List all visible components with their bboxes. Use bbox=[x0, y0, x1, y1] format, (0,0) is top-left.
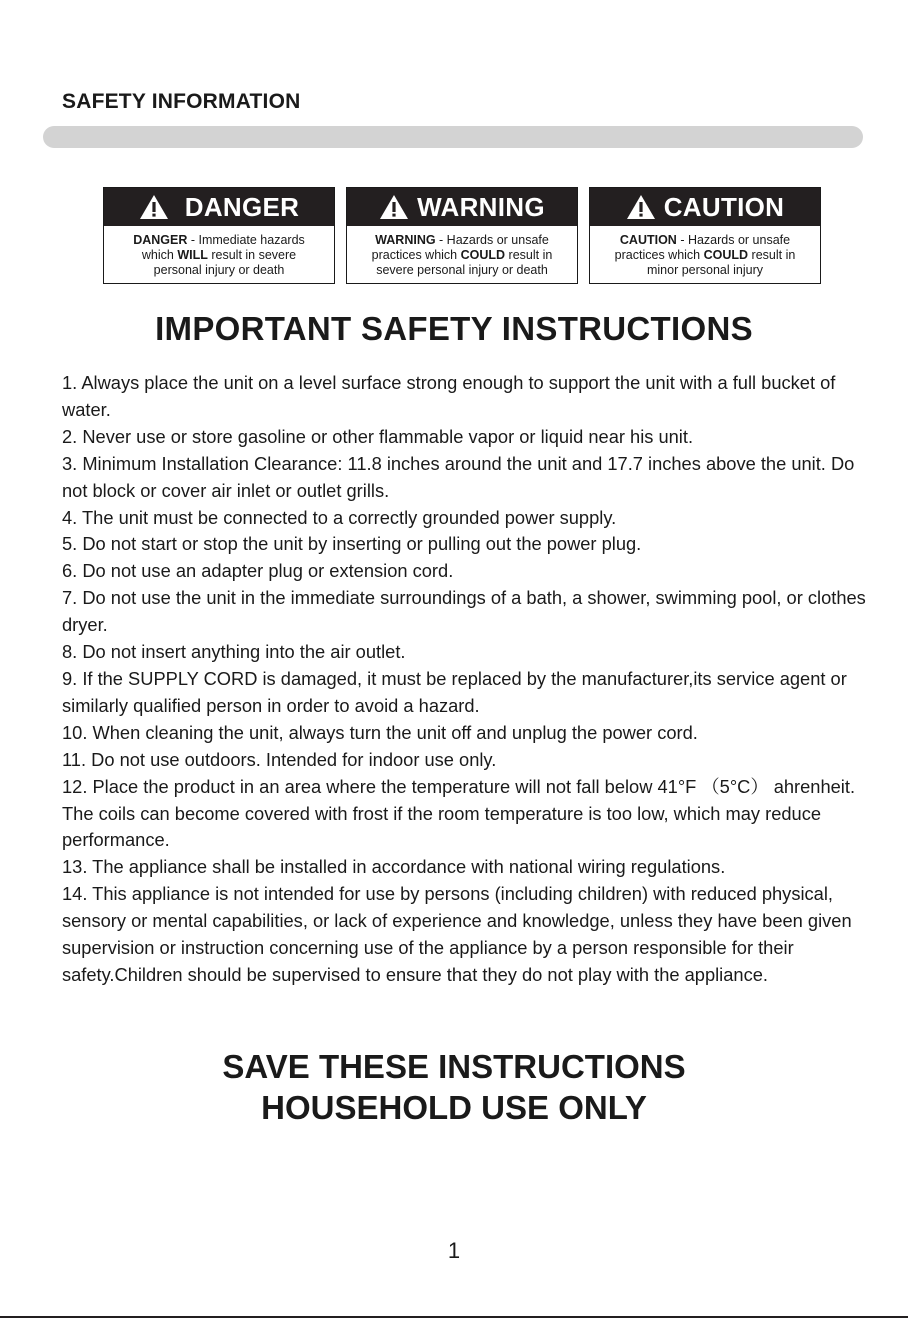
danger-keyword: WILL bbox=[177, 248, 208, 262]
instruction-item: 11. Do not use outdoors. Intended for indoor use only. bbox=[62, 748, 497, 770]
page-number: 1 bbox=[447, 1238, 461, 1263]
warning-box bbox=[346, 187, 578, 284]
instruction-item: 14. This appliance is not intended for use by persons (including children) with reduced physical, sensory or mental capabilities, or lack of experience and knowledge, unless they have been given supervision or instruction concerning use of the appliance by a person responsible for their safety.Children should be supervised to ensure that they do not play with the appliance. bbox=[62, 883, 852, 985]
warning-header bbox=[347, 188, 577, 226]
instruction-item: 3. Minimum Installation Clearance: 11.8 inches around the unit and 17.7 inches above the unit. Do not block or cover air inlet or outlet grills. bbox=[62, 452, 855, 501]
instructions-list bbox=[62, 370, 872, 989]
warning-text-4: severe personal injury or death bbox=[376, 263, 548, 277]
caution-lead: CAUTION bbox=[619, 233, 677, 247]
instruction-item: 10. When cleaning the unit, always turn the unit off and unplug the power cord. bbox=[62, 721, 698, 743]
section-title-bar bbox=[43, 126, 863, 148]
household-use-heading: HOUSEHOLD USE ONLY bbox=[261, 1089, 647, 1126]
danger-header-label: DANGER bbox=[184, 191, 300, 222]
danger-text-4: personal injury or death bbox=[153, 263, 285, 277]
warning-text-1: - Hazards or unsafe bbox=[435, 233, 549, 247]
bottom-rule bbox=[0, 1316, 908, 1318]
warning-text-3: result in bbox=[505, 248, 553, 262]
danger-text-3: result in severe bbox=[207, 248, 297, 262]
instruction-item: 4. The unit must be connected to a correctly grounded power supply. bbox=[62, 506, 617, 528]
warning-lead: WARNING bbox=[375, 233, 436, 247]
caution-text-4: minor personal injury bbox=[646, 263, 764, 277]
instruction-item: 7. Do not use the unit in the immediate surroundings of a bath, a shower, swimming pool, or clothes dryer. bbox=[62, 587, 866, 636]
save-instructions-heading: SAVE THESE INSTRUCTIONS bbox=[222, 1048, 686, 1085]
instruction-item: 6. Do not use an adapter plug or extension cord. bbox=[62, 560, 454, 582]
caution-text-1: - Hazards or unsafe bbox=[676, 233, 791, 247]
warning-text-2: practices which bbox=[371, 248, 461, 262]
caution-description bbox=[590, 226, 820, 278]
danger-lead: DANGER bbox=[133, 233, 188, 247]
danger-text-1: - Immediate hazards bbox=[187, 233, 305, 247]
warning-triangle-icon bbox=[626, 194, 656, 220]
danger-text-2: which bbox=[141, 248, 178, 262]
instruction-item: 5. Do not start or stop the unit by inserting or pulling out the power plug. bbox=[62, 533, 642, 555]
warning-header-label: WARNING bbox=[417, 191, 545, 222]
main-title: IMPORTANT SAFETY INSTRUCTIONS bbox=[155, 310, 753, 347]
instruction-item: 13. The appliance shall be installed in accordance with national wiring regulations. bbox=[62, 856, 726, 878]
warning-description bbox=[347, 226, 577, 278]
caution-header bbox=[590, 188, 820, 226]
caution-box bbox=[589, 187, 821, 284]
caution-keyword: COULD bbox=[703, 248, 749, 262]
instruction-item: 2. Never use or store gasoline or other flammable vapor or liquid near his unit. bbox=[62, 425, 694, 447]
instruction-item: 9. If the SUPPLY CORD is damaged, it must be replaced by the manufacturer,its service agent or similarly qualified person in order to avoid a hazard. bbox=[62, 667, 847, 716]
danger-box bbox=[103, 187, 335, 284]
warning-triangle-icon bbox=[379, 194, 409, 220]
danger-description bbox=[104, 226, 334, 278]
caution-header-label: CAUTION bbox=[663, 191, 785, 222]
instruction-item: 12. Place the product in an area where the temperature will not fall below 41°F （5°C） ahrenheit. The coils can become covered with frost if the room temperature is too low, which may reduce performance. bbox=[62, 775, 856, 851]
section-title: SAFETY INFORMATION bbox=[62, 90, 301, 113]
instruction-item: 8. Do not insert anything into the air outlet. bbox=[62, 641, 406, 663]
instruction-item: 1. Always place the unit on a level surface strong enough to support the unit with a full bucket of water. bbox=[62, 372, 836, 420]
danger-header bbox=[104, 188, 334, 226]
warning-keyword: COULD bbox=[460, 248, 506, 262]
caution-text-2: practices which bbox=[614, 248, 704, 262]
warning-triangle-icon bbox=[139, 194, 169, 220]
caution-text-3: result in bbox=[748, 248, 796, 262]
